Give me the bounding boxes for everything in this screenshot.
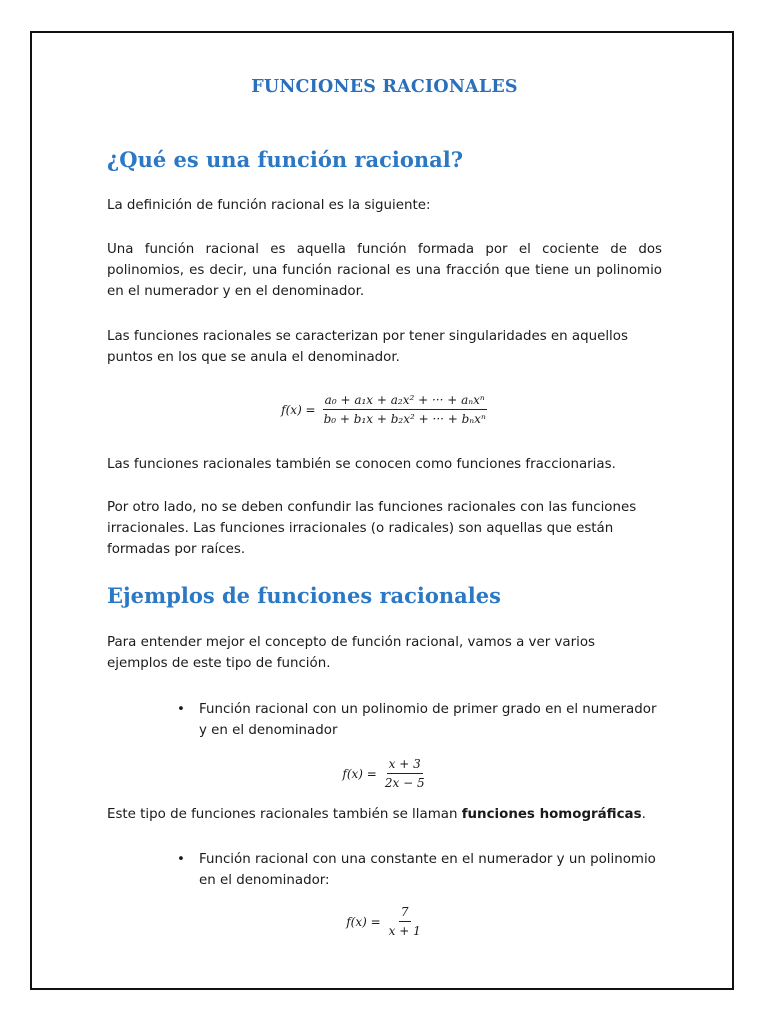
general-rational-formula bbox=[107, 393, 662, 426]
homographic-formula bbox=[107, 757, 662, 790]
paragraph-homograficas bbox=[107, 804, 662, 825]
list-item-text: Función racional con una constante en el numerador y un polinomio en el denominador: bbox=[199, 852, 656, 888]
bullet-icon: • bbox=[177, 852, 185, 867]
paragraph-fraccionarias: Las funciones racionales también se conocen como funciones fraccionarias. bbox=[107, 457, 616, 472]
formula-numerator: a₀ + a₁x + a₂x² + ··· + aₙxⁿ bbox=[323, 393, 487, 410]
constant-numerator-formula bbox=[107, 905, 662, 938]
text-homograficas-suffix: . bbox=[641, 807, 646, 822]
document-title: FUNCIONES RACIONALES bbox=[251, 77, 518, 97]
formula-denominator: x + 1 bbox=[388, 924, 421, 938]
document-page bbox=[30, 31, 734, 990]
formula-denominator: b₀ + b₁x + b₂x² + ··· + bₙxⁿ bbox=[323, 412, 486, 426]
paragraph-singularities: Las funciones racionales se caracterizan por tener singularidades en aquellos puntos en los que se anula el denominador. bbox=[107, 329, 628, 365]
section-heading-definition: ¿Qué es una función racional? bbox=[107, 147, 464, 172]
list-item-example-1 bbox=[177, 699, 657, 741]
paragraph-irracionales: Por otro lado, no se deben confundir las funciones racionales con las funciones irracionales. Las funciones irracionales (o radicales) son aquellas que están formadas por raíces. bbox=[107, 500, 637, 557]
text-homograficas-prefix: Este tipo de funciones racionales también se llaman bbox=[107, 807, 462, 822]
section-heading-examples: Ejemplos de funciones racionales bbox=[107, 583, 501, 608]
paragraph-definition: Una función racional es aquella función formada por el cociente de dos polinomios, es decir, una función racional es una fracción que tiene un polinomio en el numerador y en el denominador. bbox=[107, 242, 662, 299]
formula-lhs: f(x) = bbox=[342, 766, 377, 781]
formula-lhs: f(x) = bbox=[281, 402, 316, 417]
formula-numerator: 7 bbox=[399, 905, 411, 922]
list-item-example-2 bbox=[177, 849, 657, 891]
formula-numerator: x + 3 bbox=[387, 757, 423, 774]
formula-lhs: f(x) = bbox=[346, 914, 381, 929]
paragraph-intro: La definición de función racional es la siguiente: bbox=[107, 198, 431, 213]
list-item-text: Función racional con un polinomio de primer grado en el numerador y en el denominador bbox=[199, 702, 657, 738]
formula-denominator: 2x − 5 bbox=[384, 776, 425, 790]
bullet-icon: • bbox=[177, 702, 185, 717]
text-homograficas-term: funciones homográficas bbox=[461, 807, 642, 822]
paragraph-examples-intro: Para entender mejor el concepto de función racional, vamos a ver varios ejemplos de este tipo de función. bbox=[107, 635, 595, 671]
